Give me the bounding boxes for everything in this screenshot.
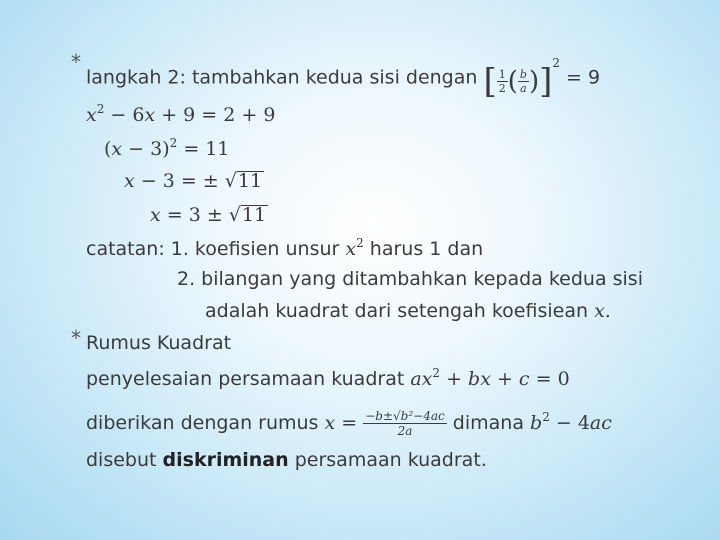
discriminant-term: diskriminan [162, 449, 289, 471]
step2-frac1-den: 2 [498, 82, 506, 95]
note-line-1 [86, 237, 483, 259]
formula-heading: Rumus Kuadrat [86, 332, 232, 354]
step2-expression: [ $\frac{1}{2}$ ( $\frac{b}{a}$ )]$^2$ [483, 56, 560, 102]
step2-line [86, 56, 601, 102]
step2-rhs: = 9 [566, 66, 601, 89]
formula-line-3: disebut diskriminan persamaan kuadrat. [86, 449, 487, 471]
equation-4: x = 3 ± √11 [150, 204, 267, 226]
note-suffix: harus 1 dan [369, 238, 484, 260]
note-line-2: 2. bilangan yang ditambahkan kepada kedua sisi [177, 268, 643, 290]
step2-text: langkah 2: tambahkan kedua sisi dengan [86, 66, 478, 89]
step2-exponent: 2 [552, 56, 560, 70]
quadratic-formula-denominator: 2a [397, 424, 413, 438]
step2-frac1-num: 1 [498, 68, 506, 81]
equation-3: x − 3 = ± √11 [124, 170, 263, 192]
quadratic-formula-numerator: −b±√b²−4ac [365, 409, 445, 423]
formula-line-1: penyelesaian persamaan kuadrat $ax^2$ + bx + c = 0 [86, 366, 570, 390]
quadratic-formula-fraction [363, 410, 447, 437]
note-line-3: adalah kuadrat dari setengah koefisiean x. [205, 300, 611, 322]
step2-frac2-den: a [520, 82, 527, 95]
equation-1: $x^2 - 6x + 9 = 2 + 9$ [86, 102, 276, 126]
note-term: $x^2$ [345, 236, 364, 260]
discriminant-expression: $b^2 - 4ac$ [530, 410, 612, 434]
equation-2: $(x - 3)^2 = 11$ [104, 136, 230, 160]
step2-frac2-num: b [519, 68, 527, 81]
quadratic-equation: $ax^2$ + bx + c = 0 [410, 366, 570, 390]
bullet-marker-2: * [71, 326, 81, 350]
formula-line-2: diberikan dengan rumus x = $\frac{\text{−b±√b²−4ac}}{2a}$ dimana $b^2 - 4ac$ [86, 409, 612, 438]
note-prefix: catatan: 1. koefisien unsur [86, 238, 340, 260]
x-equals: x = [324, 412, 358, 434]
bullet-marker: * [71, 50, 81, 74]
